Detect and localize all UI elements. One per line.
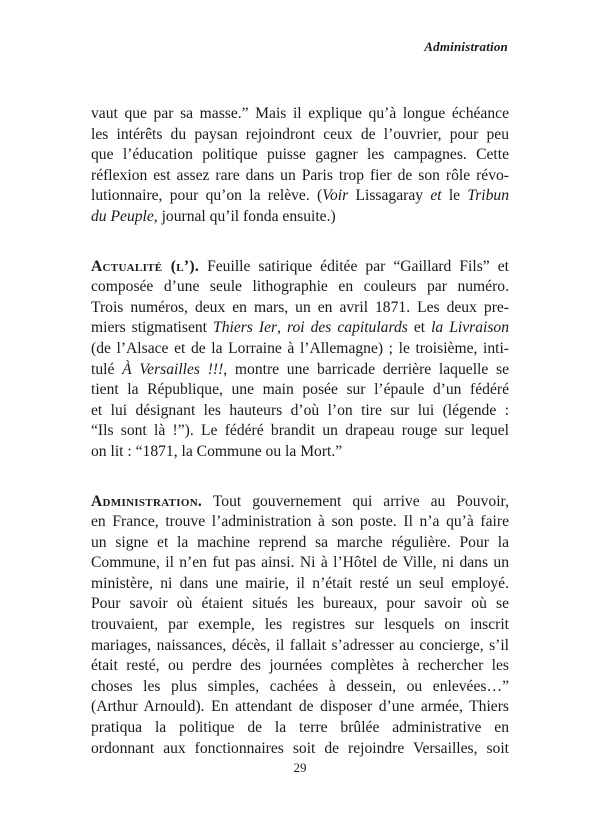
text-line: lutionnaire, pour qu’on la relève. (Voir Lissagaray et le Tribun xyxy=(91,187,509,205)
text-line: Commune, il n’en fut pas ainsi. Ni à l’Hôtel de Ville, ni dans un xyxy=(91,554,509,572)
text-line: “Ils sont là !”). Le fédéré brandit un drapeau rouge sur lequel xyxy=(91,422,509,440)
text-line: les intérêts du paysan rejoindront ceux de l’ouvrier, pour peu xyxy=(91,125,509,143)
paragraph xyxy=(91,257,509,463)
page-number: 29 xyxy=(293,760,307,775)
text-line: Administration. Tout gouvernement qui arrive au Pouvoir, xyxy=(91,492,509,510)
text-line: (de l’Alsace et de la Lorraine à l’Allemagne) ; le troisième, inti- xyxy=(91,339,509,357)
text-line: pratiqua la politique de la terre brûlée administrative en xyxy=(91,719,509,737)
text-line: que l’éducation politique puisse gagner les campagnes. Cette xyxy=(91,146,509,164)
running-head: Administration xyxy=(424,39,508,54)
text-line: ordonnant aux fonctionnaires soit de rejoindre Versailles, soit xyxy=(91,739,509,757)
text-line: Pour savoir où étaient situés les bureaux, pour savoir où se xyxy=(91,595,509,613)
paragraph xyxy=(91,492,509,760)
text-line: (Arthur Arnould). En attendant de disposer d’une armée, Thiers xyxy=(91,698,509,716)
text-line: Actualité (l’). Feuille satirique éditée par “Gaillard Fils” et xyxy=(91,257,509,275)
text-line: trouvaient, par exemple, les registres sur lesquels on inscrit xyxy=(91,616,509,634)
text-line: réflexion est assez rare dans un Paris trop fier de son rôle révo- xyxy=(91,166,509,184)
text-line: était resté, ou perdre des journées complètes à rechercher les xyxy=(91,657,509,675)
text-line: un signe et la machine reprend sa marche régulière. Pour la xyxy=(91,533,509,551)
text-line: en France, trouve l’administration à son poste. Il n’a qu’à faire xyxy=(91,513,509,531)
text-line: vaut que par sa masse.” Mais il explique qu’à longue échéance xyxy=(91,105,509,122)
text-line: ministère, ni dans une mairie, il n’était resté un seul employé. xyxy=(91,574,509,592)
text-line: on lit : “1871, la Commune ou la Mort.” xyxy=(91,442,343,460)
paragraph xyxy=(91,104,509,228)
text-line: miers stigmatisent Thiers Ier, roi des capitulards et la Livraison xyxy=(91,319,509,337)
text-line: et lui désignant les hauteurs d’où l’on tire sur lui (légende : xyxy=(91,401,509,419)
text-line: composée d’une seule lithographie en couleurs par numéro. xyxy=(91,278,509,296)
text-line: choses les plus simples, cachées à dessein, ou enlevées…” xyxy=(91,677,509,695)
text-line: tient la République, une main posée sur l’épaule d’un fédéré xyxy=(91,381,509,399)
text-line: Trois numéros, deux en mars, un en avril 1871. Les deux pre- xyxy=(91,298,509,316)
text-line: mariages, naissances, décès, il fallait s’adresser au concierge, s’il xyxy=(91,636,509,654)
text-line: du Peuple, journal qu’il fonda ensuite.) xyxy=(91,207,336,225)
body-text xyxy=(91,104,509,788)
text-line: tulé À Versailles !!!, montre une barricade derrière laquelle se xyxy=(91,360,509,378)
